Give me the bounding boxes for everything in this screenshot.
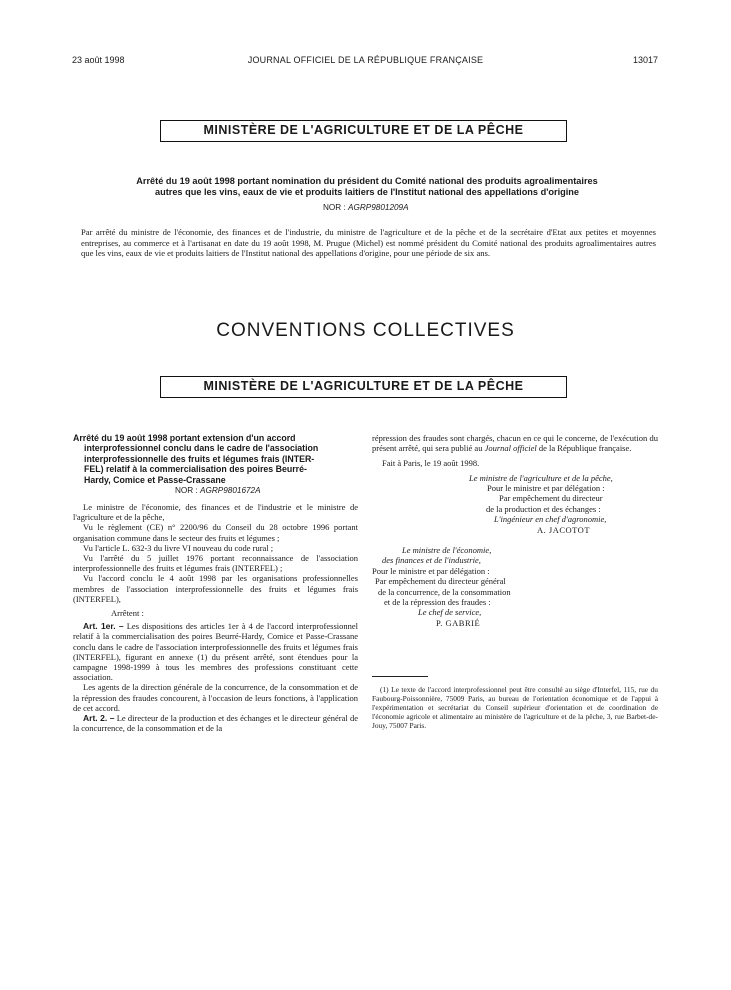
signature-line: de la production et des échanges : [486, 503, 601, 514]
signatory-role: Le chef de service, [418, 607, 482, 618]
article-1-text: Les dispositions des articles 1er à 4 de l'accord interprofessionnel relatif à la commercialisation des poires Beurré-Hardy, Comice et Passe-Crassane conclu dans le cadre de l'association interprofessionnelle des fruits et légumes frais (INTERFEL), figurant en annexe (1) du présent arrêté, sont étendues pour la campagne 1998-1999 à tous les membres des professions constituant cette association. [73, 621, 359, 683]
preamble-paragraph: Le ministre de l'économie, des finances et de l'industrie et le ministre de l'agriculture et de la pêche, [73, 502, 358, 523]
arrete-title-line: interprofessionnel conclu dans le cadre de l'association [84, 443, 319, 454]
arretent-heading: Arrêtent : [111, 608, 144, 619]
arrete-title-line: autres que les vins, eaux de vie et produits laitiers de l'Institut national des appellations d'origine [154, 187, 580, 197]
article-2-text: Le directeur de la production et des échanges et le directeur général de la concurrence, de la consommation et de la [73, 713, 358, 734]
signature-line: Pour le ministre et par délégation : [372, 565, 490, 576]
article-1 [73, 621, 358, 682]
signature-line: Par empêchement du directeur général [375, 576, 506, 587]
continuation-text: répression des fraudes sont chargés, chacun en ce qui le concerne, de l'exécution du présent arrêté, qui sera publié au [372, 433, 658, 454]
signature-place-date: Fait à Paris, le 19 août 1998. [382, 458, 480, 469]
continuation-text: de la République française. [536, 443, 632, 454]
arrete-nomination-body: Par arrêté du ministre de l'économie, des finances et de l'industrie, du ministre de l'agriculture et de la pêche et de la secrétaire d'Etat aux petites et moyennes entreprises, au commerce et à l'artisanat en date du 19 août 1998, M. Prugue (Michel) est nommé président du Comité national des produits agroalimentaires autres que les vins, eaux de vie et produits laitiers de l'Institut national des appellations d'origine, pour une période de six ans. [81, 227, 656, 259]
nor-code: AGRP9801672A [200, 486, 261, 496]
visa-paragraph: Vu l'arrêté du 5 juillet 1976 portant reconnaissance de l'association interprofessionnelle des fruits et légumes frais (INTERFEL) ; [73, 553, 358, 574]
footnote [372, 685, 658, 730]
arrete-title-line: Arrêté du 19 août 1998 portant nomination du président du Comité national des produits agroalimentaires [136, 176, 598, 186]
visa-paragraph: Vu le règlement (CE) n° 2200/96 du Conseil du 28 octobre 1996 portant organisation commune dans le secteur des fruits et légumes ; [73, 522, 358, 543]
nor-label: NOR : [323, 203, 346, 212]
signatory-title: Le ministre de l'agriculture et de la pêche, [469, 472, 613, 483]
visa-paragraph: Vu l'article L. 632-3 du livre VI nouveau du code rural ; [83, 542, 274, 553]
page-number: 13017 [632, 55, 658, 65]
journal-officiel-italic: Journal officiel [484, 443, 537, 454]
article-1-label: Art. 1er. – [83, 621, 124, 632]
signatory-title: Le ministre de l'économie, [402, 545, 492, 556]
arrete-title-line: Arrêté du 19 août 1998 portant extension d'un accord [73, 433, 296, 443]
nor-reference [323, 203, 409, 213]
nor-reference [175, 486, 358, 496]
arrete-title-line: interprofessionnelle des fruits et légumes frais (INTER- [84, 453, 315, 464]
article-2-continuation [372, 433, 658, 453]
footnote-text: (1) Le texte de l'accord interprofessionnel peut être consulté au siège d'Interfel, 115, rue du Faubourg-Poissonnière, 75009 Paris, au bureau de l'orientation économique et de l'appui à l'expérimentation et secrétariat du Conseil supérieur d'orientation et de coordination de l'économie agricole et alimentaire au ministère de l'agriculture et de la pêche, 3, rue Barbet-de-Jouy, 75007 Paris. [372, 685, 658, 730]
signatory-name: A. JACOTOT [537, 524, 591, 535]
signatory-name: P. GABRIÉ [436, 617, 481, 628]
footnote-rule [372, 676, 428, 677]
section-title: CONVENTIONS COLLECTIVES [216, 320, 515, 341]
arrete-title-line: Hardy, Comice et Passe-Crassane [84, 474, 226, 485]
signatory-title: des finances et de l'industrie, [382, 555, 481, 566]
arrete-extension-title [73, 433, 358, 485]
agents-paragraph: Les agents de la direction générale de la concurrence, de la consommation et de la répression des fraudes concourent, à l'occasion de leurs fonctions, à l'application de cet accord. [73, 682, 358, 713]
nor-code: AGRP9801209A [348, 203, 409, 212]
signatory-role: L'ingénieur en chef d'agronomie, [494, 514, 607, 525]
nor-label: NOR : [175, 486, 198, 496]
signature-block-agriculture [372, 473, 658, 535]
ministry-heading-box: MINISTÈRE DE L'AGRICULTURE ET DE LA PÊCHE [160, 120, 567, 142]
signature-block-economie [372, 545, 658, 628]
signature-line: de la concurrence, de la consommation [378, 586, 511, 597]
arrete-nomination-title [72, 176, 662, 198]
journal-title: JOURNAL OFFICIEL DE LA RÉPUBLIQUE FRANÇAISE [247, 55, 484, 65]
signature-line: et de la répression des fraudes : [384, 597, 491, 608]
article-2-label: Art. 2. – [83, 713, 115, 724]
article-2 [73, 713, 358, 733]
arrete-title-line: FEL) relatif à la commercialisation des poires Beurré- [84, 464, 307, 475]
left-column [73, 433, 358, 734]
signature-line: Pour le ministre et par délégation : [487, 483, 605, 494]
header-date: 23 août 1998 [72, 55, 125, 65]
right-column [372, 433, 658, 628]
visa-paragraph: Vu l'accord conclu le 4 août 1998 par les organisations professionnelles membres de l'association interprofessionnelle des fruits et légumes frais (INTERFEL), [73, 573, 358, 604]
signature-line: Par empêchement du directeur [499, 493, 603, 504]
ministry-heading-box: MINISTÈRE DE L'AGRICULTURE ET DE LA PÊCHE [160, 376, 567, 398]
